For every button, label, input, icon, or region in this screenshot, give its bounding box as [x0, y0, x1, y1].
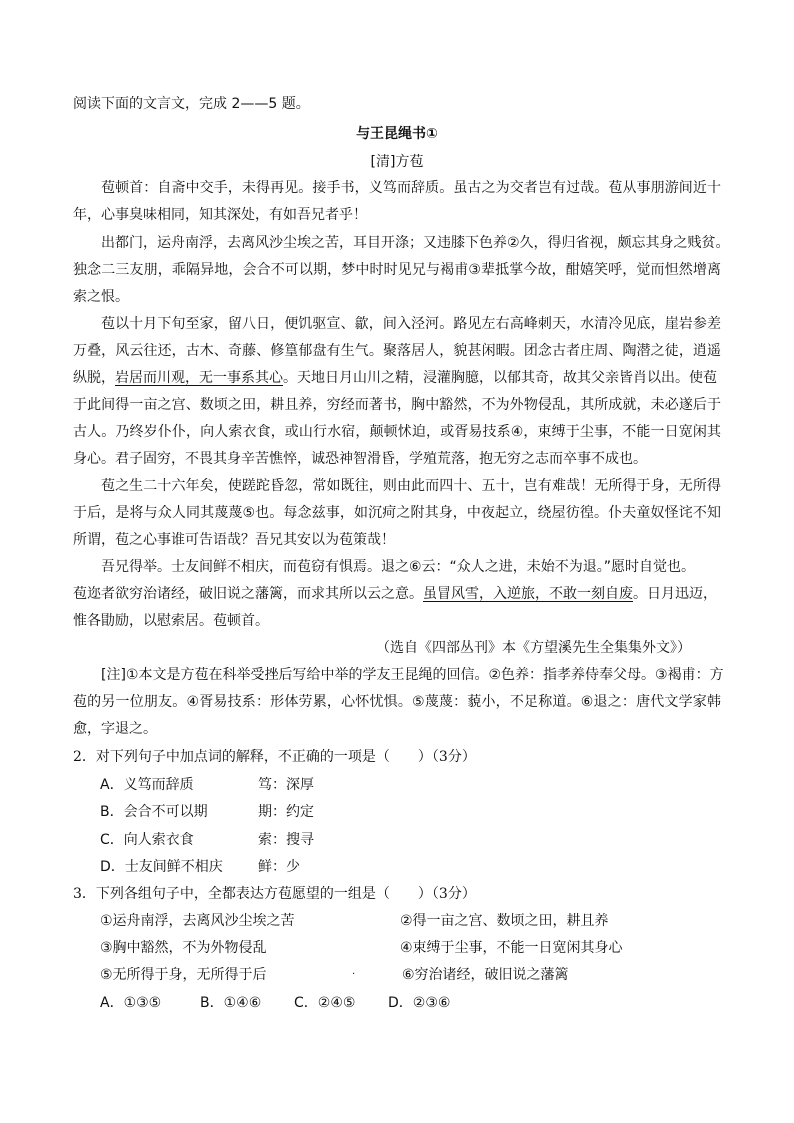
passage-line: 苞顿首：自斋中交手，未得再见。接手书，义笃而辞质。虽古之为交者岂有过哉。苞从事朋游间近十 [101, 180, 721, 196]
q3-answer-d: D．②③⑥ [388, 995, 451, 1011]
q3-item: ⑥穷治诸经，破旧说之藩篱 [402, 967, 569, 983]
q3-item: ①运舟南浮，去离风沙尘埃之苦 [100, 913, 295, 929]
passage-line: 惟各勖励，以慰索居。苞顿首。 [73, 613, 269, 629]
passage-line [73, 368, 721, 388]
q3-answer-a: A．①③⑤ [100, 995, 162, 1011]
passage-line: 所谓，苞之心事谁可告语哉？吾兄其安以为苞策哉！ [73, 532, 395, 548]
q3-item: ③胸中豁然，不为外物侵乱 [100, 940, 267, 956]
passage-line: 万叠，风云往还，古木、奇藤、修篁郁盘有生气。聚落居人，貌甚闲暇。团念古者庄周、陶潜之徒，逍遥 [73, 343, 721, 359]
source-citation: （选自《四部丛刊》本《方望溪先生全集集外文》） [376, 640, 691, 656]
q2-option-a-gloss: 笃：深厚 [258, 777, 314, 793]
passage-line: 苞以十月下旬至家，留八日，便饥驱宣、歙，间入泾河。路见左右高峰刺天，水清冷见底，崖岩参差 [101, 316, 721, 332]
passage-line: 苞之生二十六年矣，使蹉跎昏忽，常如既往，则由此而四十、五十，岂有难哉！无所得于身，无所得 [101, 478, 721, 494]
passage-line: 古人。乃终岁仆仆，向人索衣食，或山行水宿，颠顿怵迫，或胥易技系④，束缚于尘事，不能一日宽闲其 [73, 424, 721, 440]
q2-option-b-gloss: 期：约定 [258, 804, 314, 820]
q3-answer-c: C．②④⑤ [294, 995, 356, 1011]
passage-line [73, 584, 717, 604]
notes-line: 苞的另一位朋友。④胥易技系：形体劳累，心怀忧惧。⑤蔑蔑：藐小，不足称道。⑥退之：唐代文学家韩 [73, 694, 721, 710]
passage-segment: 纵脱， [73, 370, 115, 386]
passage-line: 于后，是将与众人同其蔑蔑⑤也。每念兹事，如沉疴之附其身，中夜起立，绕屋彷徨。仆夫童奴怪诧不知 [73, 505, 721, 521]
passage-segment: 苞迩者欲穷治诸经，破旧说之藩篱，而求其所以云之意。 [73, 586, 423, 602]
q2-option-a: A．义笃而辞质 [100, 777, 194, 793]
q3-item: ⑤无所得于身，无所得于后 [100, 967, 267, 983]
passage-line: 独念二三友朋，乖隔异地，会合不可以期，梦中时时见兄与褐甫③辈抵掌今故，酣嬉笑呼，觉而怛然增离 [73, 262, 721, 278]
passage-line: 身心。君子固穷，不畏其身辛苦憔悴，诚恐神智滑昏，学殖荒落，抱无穷之志而卒事不成也。 [73, 451, 647, 467]
q2-option-b: B．会合不可以期 [100, 804, 208, 820]
passage-segment: 。天地日月山川之精，浸灌胸臆，以郁其奇，故其父亲皆肖以出。使苞 [283, 370, 717, 386]
q2-option-c-gloss: 索：搜寻 [258, 832, 314, 848]
intro-text: 阅读下面的文言文，完成 2——5 题。 [73, 96, 310, 112]
essay-author: [清]方苞 [370, 154, 424, 170]
passage-line: 出都门，运舟南浮，去离风沙尘埃之苦，耳目开涤；又违膝下色养②久，得归省视，颇忘其身之贱贫。 [101, 235, 730, 251]
q3-item: ④束缚于尘事，不能一日宽闲其身心 [400, 940, 623, 956]
underlined-sentence: 虽冒风雪，入逆旅，不敢一刻自废 [423, 586, 633, 602]
q2-option-d: D．士友间鲜不相庆 [100, 859, 223, 875]
q2-option-d-gloss: 鲜：少 [258, 859, 300, 875]
essay-title: 与王昆绳书① [356, 126, 438, 142]
passage-line: 索之恨。 [73, 289, 129, 305]
notes-line: 愈，字退之。 [73, 721, 157, 737]
q2-option-c: C．向人索衣食 [100, 832, 194, 848]
q3-item: ②得一亩之宫、数顷之田，耕且养 [400, 913, 609, 929]
notes-line: [注]①本文是方苞在科举受挫后写给中举的学友王昆绳的回信。②色养：指孝养侍奉父母。③褐甫：方 [101, 667, 724, 683]
stray-dot: . [352, 966, 356, 977]
q3-answer-b: B．①④⑥ [200, 995, 262, 1011]
question-3-stem: 3．下列各组句子中，全都表达方苞愿望的一组是（ ）（3分） [73, 886, 476, 902]
passage-line: 吾兄得举。士友间鲜不相庆，而苞窃有惧焉。退之⑥云：“众人之进，未始不为退。”愿时自觉也。 [101, 559, 696, 575]
passage-line: 年，心事臭味相同，知其深处，有如吾兄者乎！ [73, 207, 367, 223]
passage-line: 于此间得一亩之宫、数顷之田，耕且养，穷经而著书，胸中豁然，不为外物侵乱，其所成就，未必遂后于 [73, 397, 721, 413]
underlined-sentence: 岩居而川观，无一事系其心 [115, 370, 283, 386]
question-2-stem: 2．对下列句子中加点词的解释，不正确的一项是（ ）（3分） [73, 749, 476, 765]
passage-segment: 。日月迅迈， [633, 586, 717, 602]
